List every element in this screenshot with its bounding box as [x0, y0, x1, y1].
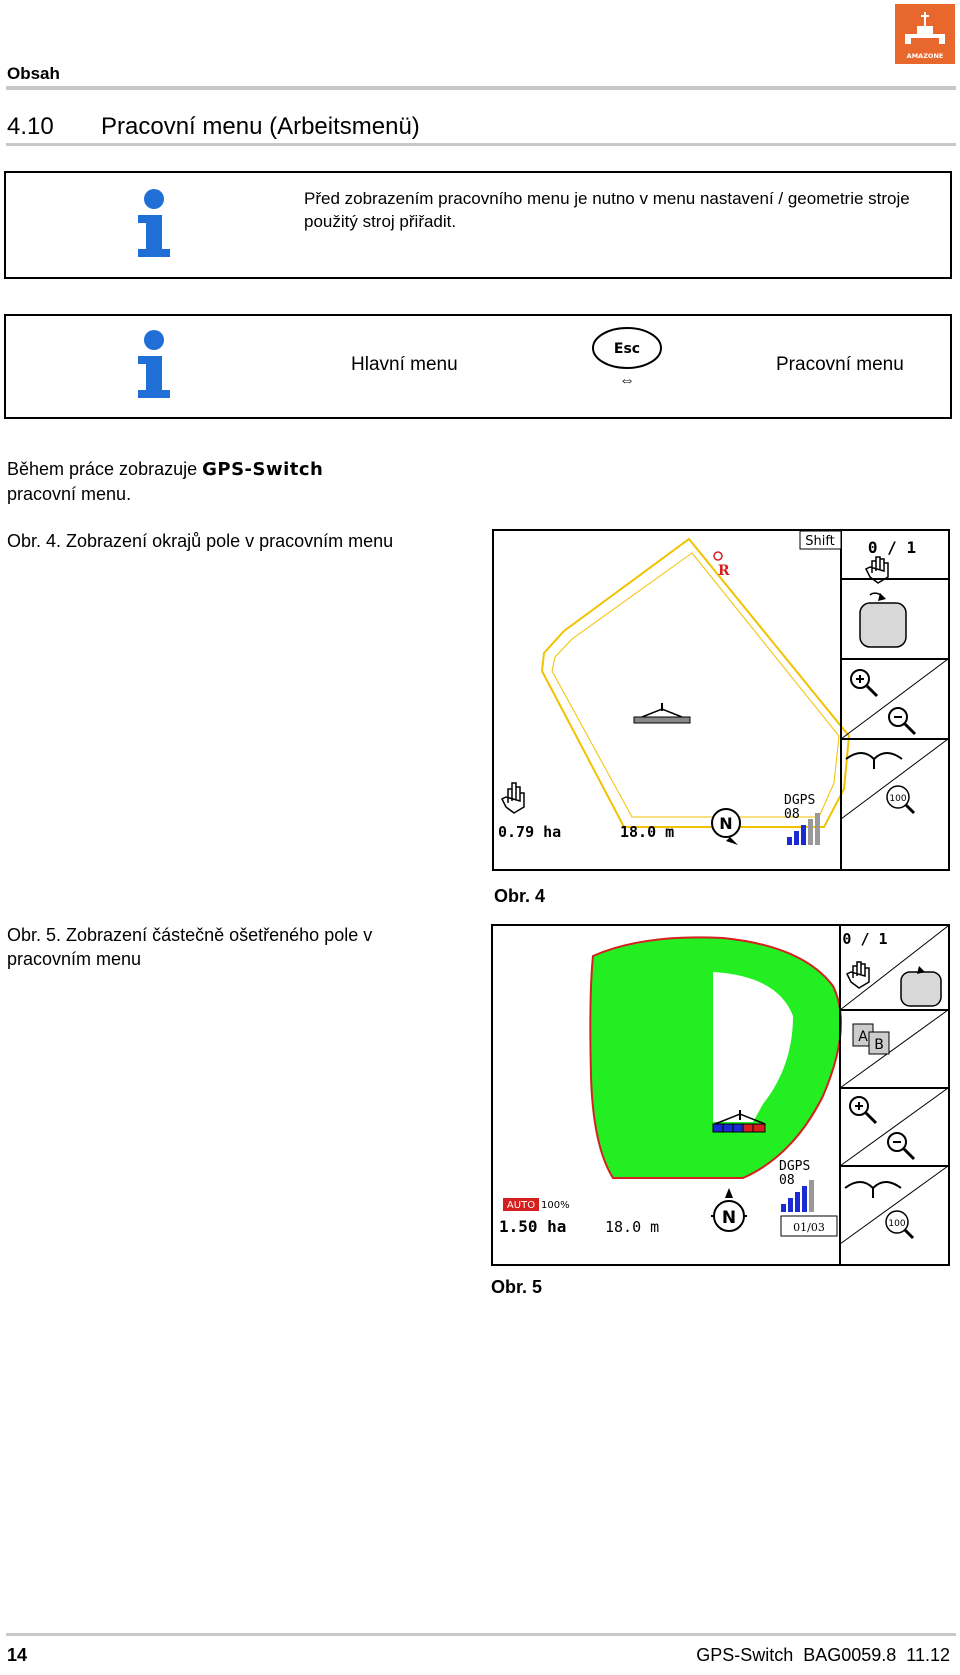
zoom-100-label: 100: [889, 794, 907, 804]
ab-line-icon: [853, 1024, 889, 1054]
zoom-100-icon: [886, 1211, 913, 1238]
counter-label: 0 / 1: [842, 930, 888, 948]
title-divider: [6, 143, 956, 146]
width-readout: 18.0 m: [620, 823, 675, 841]
figure4-screen: [492, 529, 950, 871]
logo-text: AMAZONE: [906, 52, 944, 60]
section-number: 4.10: [7, 113, 54, 140]
info-icon: [134, 330, 174, 400]
page-number: 14: [7, 1645, 28, 1665]
footer-divider: [6, 1633, 956, 1636]
hand-icon: [847, 962, 869, 988]
body-paragraph: [7, 457, 323, 506]
main-menu-label: Hlavní menu: [351, 354, 458, 375]
body-text-after: pracovní menu.: [7, 484, 132, 504]
info-note-menu-switch: [4, 314, 952, 419]
start-point-marker: [714, 552, 722, 560]
body-text-before: Během práce zobrazuje: [7, 459, 203, 479]
field-boundary-outer: [542, 539, 849, 827]
ab-label-b: B: [874, 1037, 884, 1053]
rounded-shape-icon: [901, 966, 941, 1006]
gps-label: DGPS: [779, 1159, 811, 1174]
figure4-label: Obr. 4: [494, 886, 546, 906]
figure5-caption: Obr. 5. Zobrazení částečně ošetřeného pole v pracovním menu: [7, 925, 373, 969]
info-note-geometry: [4, 171, 952, 279]
width-readout: 18.0 m: [605, 1218, 660, 1236]
zoom-in-icon: [850, 1097, 876, 1123]
auto-badge: AUTO: [506, 1200, 536, 1211]
satellite-count: 08: [784, 807, 800, 822]
svg-text:N: N: [721, 1208, 737, 1228]
figure5-screen: [491, 924, 950, 1266]
esc-key-label: Esc: [613, 341, 641, 357]
page-indicator: 01/03: [793, 1221, 825, 1234]
rounded-shape-icon: [860, 593, 906, 647]
point-marker-label: R: [718, 563, 730, 579]
zoom-out-icon: [888, 1133, 914, 1159]
hand-status-icon: [502, 783, 524, 813]
zoom-in-icon: [851, 670, 877, 696]
section-title: [7, 113, 420, 141]
satellite-count: 08: [779, 1173, 795, 1188]
gps-label: DGPS: [784, 793, 816, 808]
area-readout: 1.50 ha: [499, 1217, 567, 1236]
section-title-text: Pracovní menu (Arbeitsmenü): [101, 113, 420, 140]
info-icon: [134, 189, 174, 259]
svg-text:N: N: [719, 814, 733, 833]
zoom-100-label: 100: [888, 1219, 906, 1229]
esc-key-icon: [591, 326, 663, 370]
amazone-logo: [895, 4, 955, 64]
switch-arrow-icon: ⇔: [619, 372, 635, 389]
brand-name: GPS-Switch: [202, 459, 324, 480]
header-divider: [6, 86, 956, 90]
note-text: Před zobrazením pracovního menu je nutno v menu nastavení / geometrie stroje použitý stroj přiřadit.: [304, 189, 910, 231]
figure5-label: Obr. 5: [491, 1277, 543, 1297]
area-readout: 0.79 ha: [498, 823, 562, 841]
bird-view-icon: [845, 1182, 901, 1198]
footer-document-id: GPS-Switch BAG0059.8 11.12: [696, 1645, 950, 1665]
zoom-100-icon: [887, 786, 914, 813]
bird-view-icon: [846, 753, 902, 769]
north-compass-icon: [711, 1188, 747, 1231]
ab-label-a: A: [858, 1029, 868, 1045]
north-compass-icon: [712, 809, 740, 845]
counter-label: 0 / 1: [867, 538, 917, 557]
header-section-label: Obsah: [7, 64, 60, 83]
field-boundary-inner: [552, 553, 839, 817]
zoom-out-icon: [889, 708, 915, 734]
shift-label: Shift: [805, 534, 835, 549]
auto-percent: 100%: [541, 1200, 570, 1211]
side-toolbar: [841, 531, 948, 869]
machine-icon: [634, 703, 690, 723]
figure4-caption: Obr. 4. Zobrazení okrajů pole v pracovním menu: [7, 531, 394, 551]
work-menu-label: Pracovní menu: [776, 354, 904, 375]
